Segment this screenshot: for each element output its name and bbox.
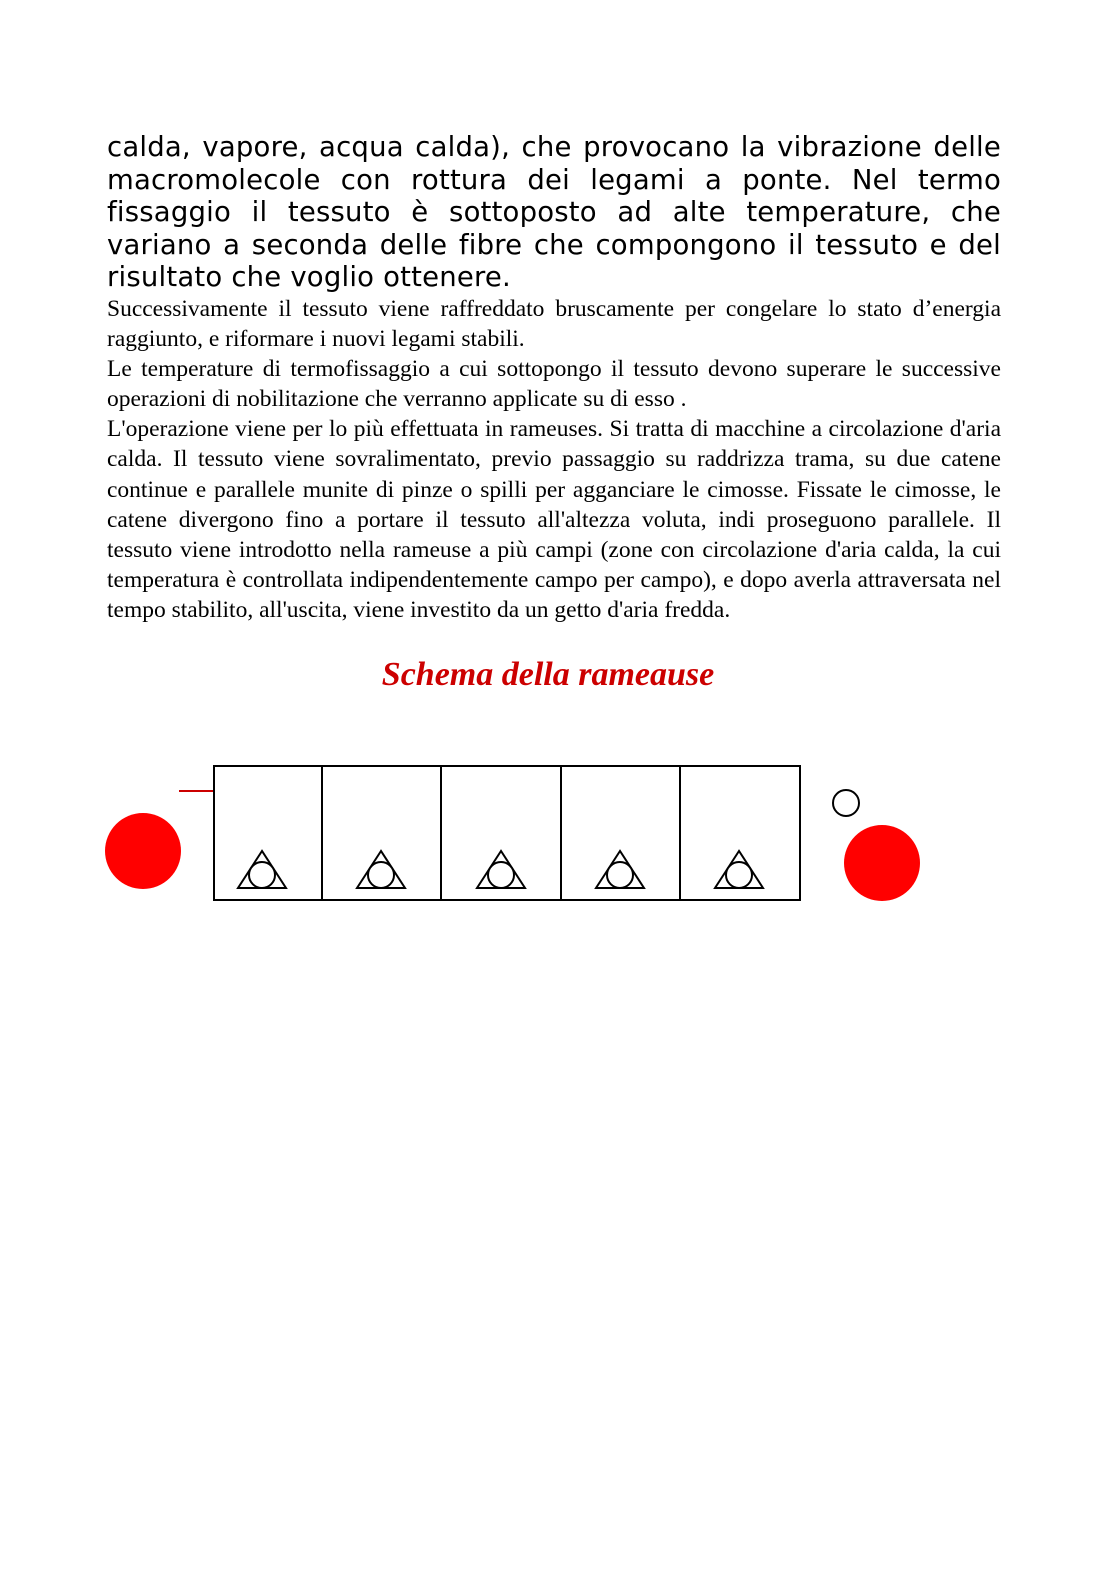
body-text xyxy=(107,131,1001,625)
burner-icon-2 xyxy=(357,851,405,888)
cold-air-nozzle xyxy=(833,790,859,816)
burner-icon-5 xyxy=(715,851,763,888)
paragraph-3: Le temperature di termofissaggio a cui sottopongo il tessuto devono superare le successive operazioni di nobilitazione che verranno applicate su di esso . xyxy=(107,356,1001,413)
burner-icon-4 xyxy=(596,851,644,888)
exit-roller xyxy=(844,825,920,901)
paragraph-1: calda, vapore, acqua calda), che provocano la vibrazione delle macromolecole con rottura dei legami a ponte. Nel termo fissaggio il tessuto è sottoposto ad alte temperature, che variano a seconda delle fibre che compongono il tessuto e del risultato che voglio ottenere. xyxy=(107,131,1001,294)
rameuse-diagram xyxy=(0,740,1116,920)
diagram-title: Schema della rameause xyxy=(381,656,715,693)
entry-roller xyxy=(105,813,181,889)
burner-icon-3 xyxy=(477,851,525,888)
paragraph-2: Successivamente il tessuto viene raffreddato bruscamente per congelare lo stato d’energia raggiunto, e riformare i nuovi legami stabili. xyxy=(107,295,1001,353)
burner-icon-1 xyxy=(238,851,286,888)
paragraph-4: L'operazione viene per lo più effettuata in rameuses. Si tratta di macchine a circolazione d'aria calda. Il tessuto viene sovralimentato, previo passaggio su raddrizza trama, su due catene continue e parallele munite di pinze o spilli per agganciare le cimosse. Fissate le cimosse, le catene divergono fino a portare il tessuto all'altezza voluta, indi proseguono parallele. Il tessuto viene introdotto nella rameuse a più campi (zone con circolazione d'aria calda, la cui temperatura è controllata indipendentemente campo per campo), e dopo averla attraversata nel tempo stabilito, all'uscita, viene investito da un getto d'aria fredda. xyxy=(107,416,1001,623)
